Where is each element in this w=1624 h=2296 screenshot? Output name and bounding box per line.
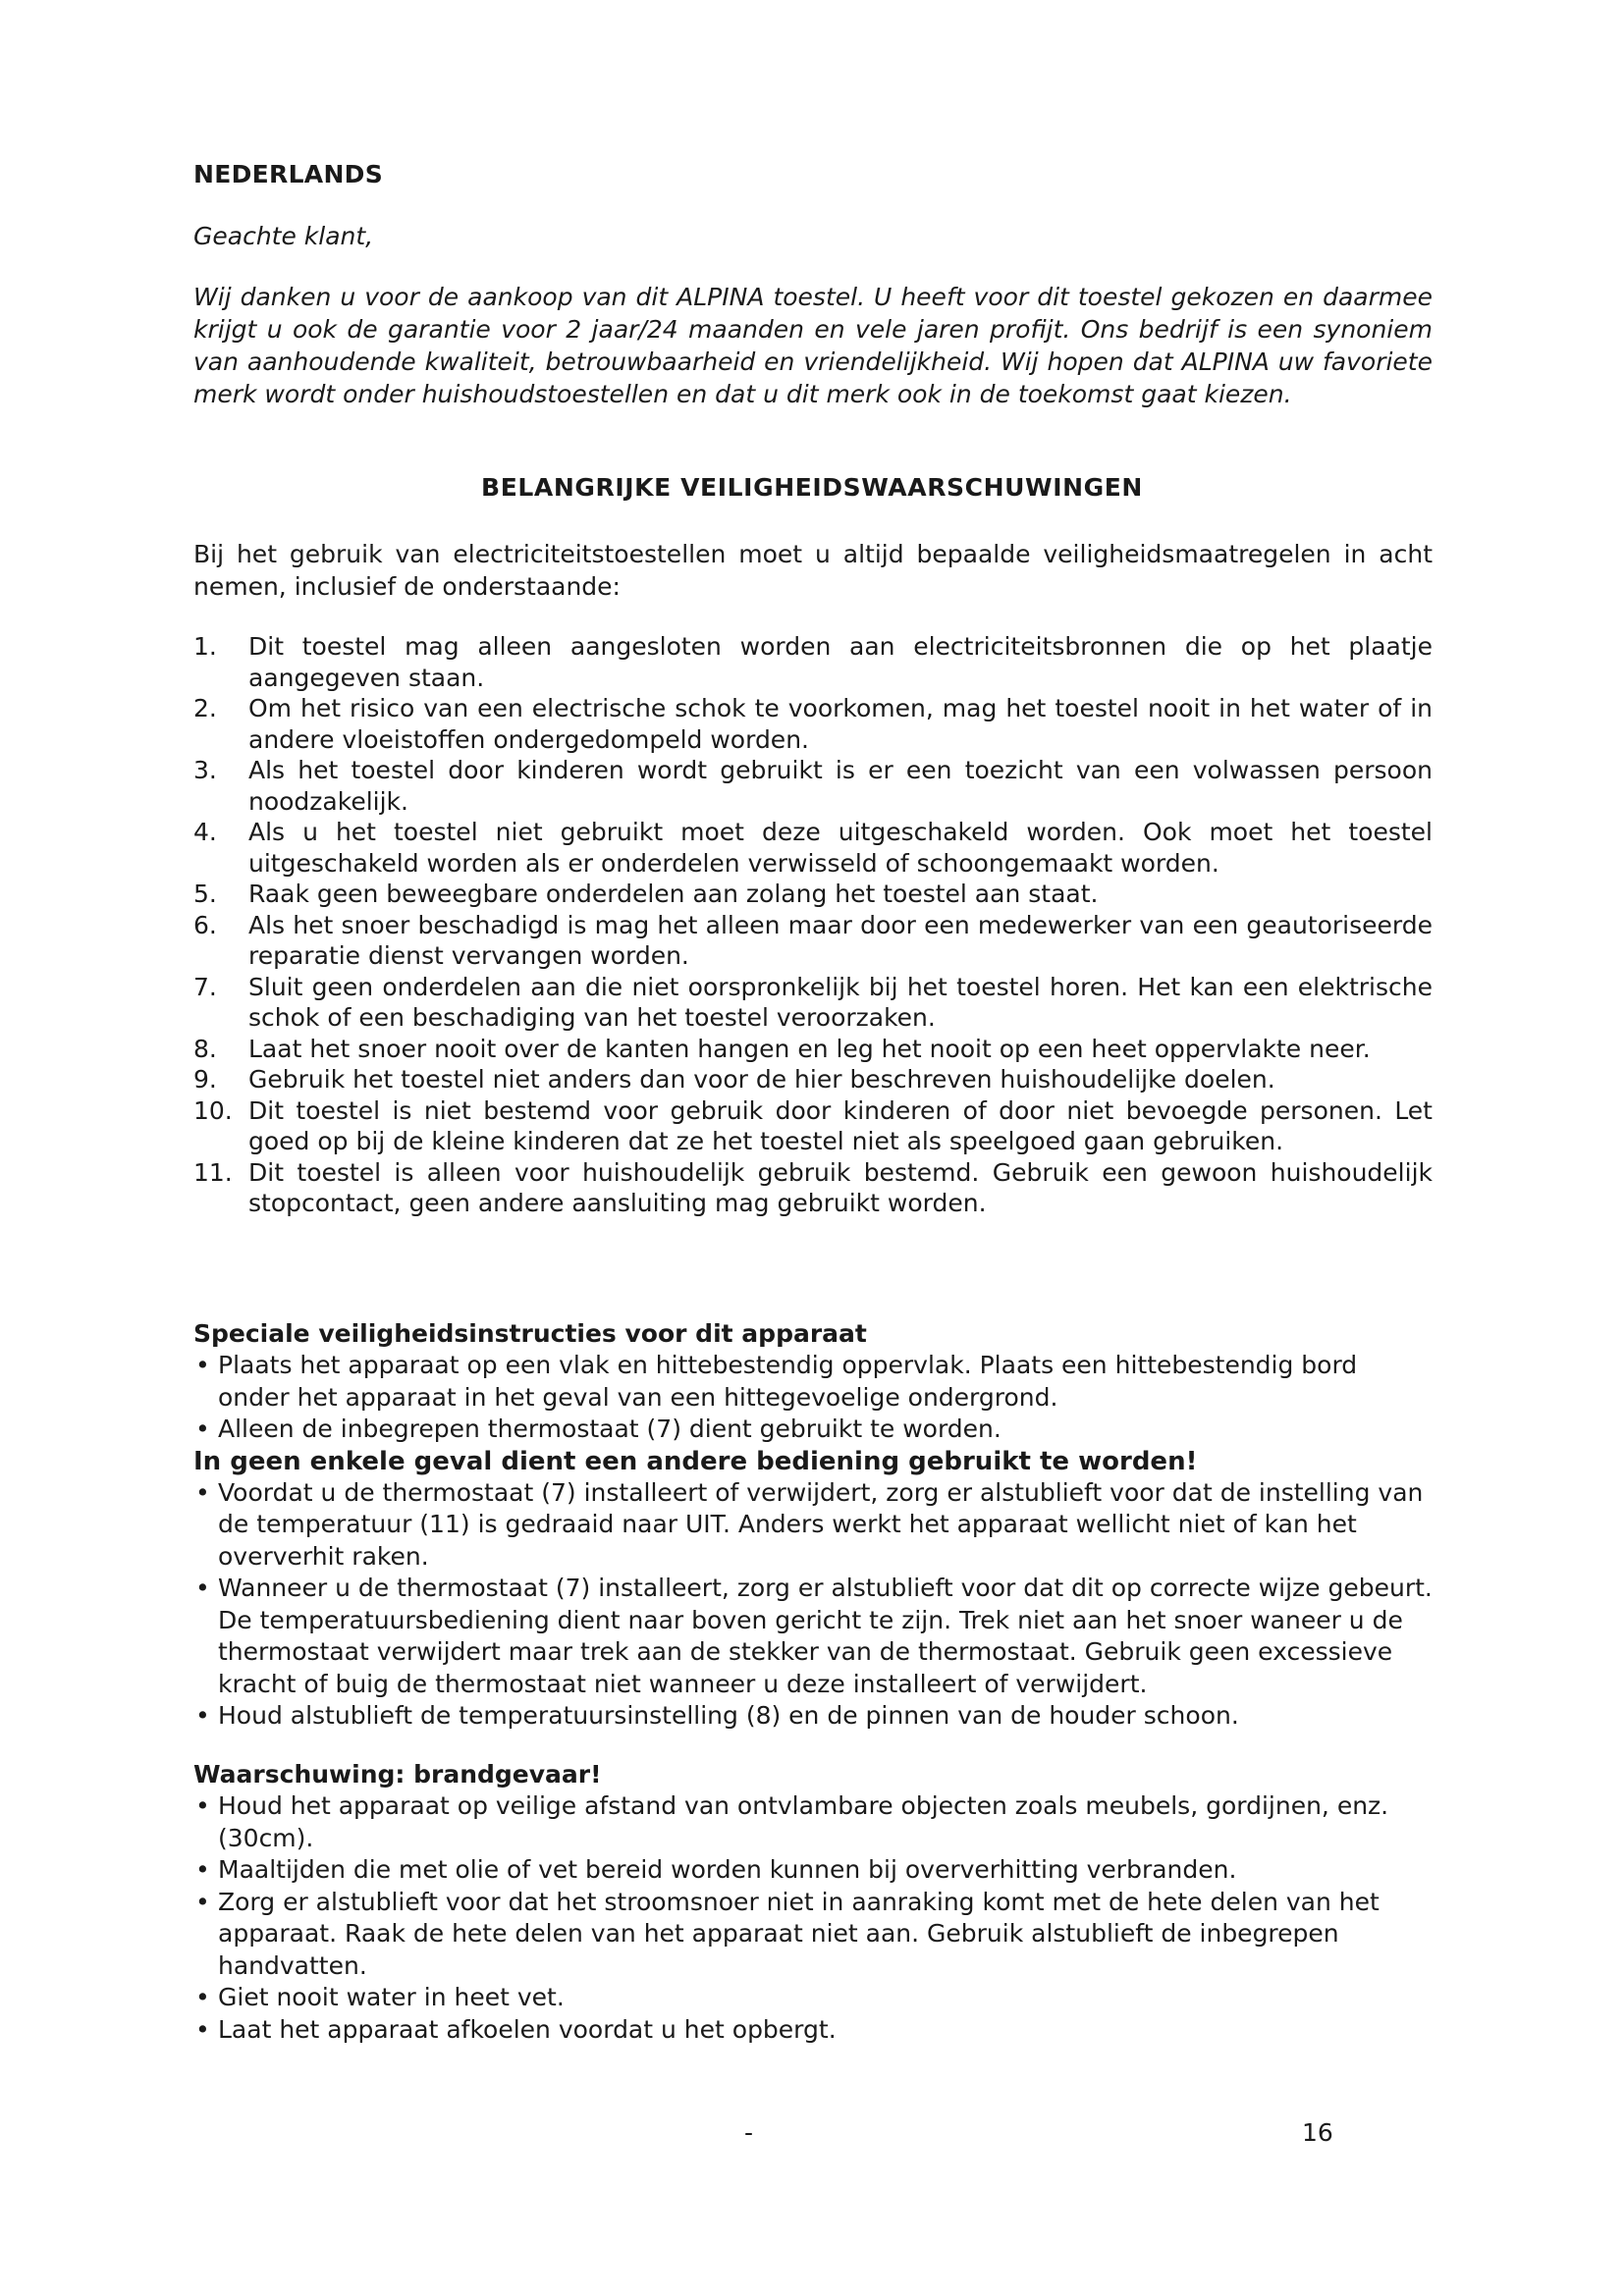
item-number: 1. bbox=[193, 632, 217, 661]
footer-separator: - bbox=[744, 2118, 754, 2147]
item-number: 10. bbox=[193, 1095, 233, 1125]
bullet-icon: • bbox=[195, 1887, 210, 1916]
safety-item bbox=[193, 693, 1433, 755]
list-item bbox=[193, 1350, 1433, 1414]
safety-item bbox=[193, 972, 1433, 1034]
bullet-text: Laat het apparaat afkoelen voordat u het opbergt. bbox=[218, 2014, 837, 2044]
safety-item bbox=[193, 755, 1433, 817]
item-number: 2. bbox=[193, 694, 217, 722]
bullet-icon: • bbox=[195, 1415, 210, 1443]
bullet-text: Giet nooit water in heet vet. bbox=[218, 1983, 565, 2011]
bullet-text: Houd alstublieft de temperatuursinstelling (8) en de pinnen van de houder schoon. bbox=[218, 1701, 1239, 1730]
bullet-icon: • bbox=[195, 1701, 210, 1730]
safety-item bbox=[193, 1095, 1433, 1157]
special-instructions-section bbox=[193, 1318, 1433, 1733]
salutation: Geachte klant, bbox=[193, 222, 374, 250]
fire-bullets bbox=[193, 1790, 1433, 2046]
item-text: Dit toestel is niet bestemd voor gebruik door kinderen of door niet bevoegde personen. Let goed op bij de kleine kinderen dat ze het toestel niet als speelgoed gaan gebruiken. bbox=[248, 1095, 1433, 1155]
item-text: Als u het toestel niet gebruikt moet deze uitgeschakeld worden. Ook moet het toestel uitgeschakeld worden als er onderdelen verwisseld of schoongemaakt worden. bbox=[248, 818, 1433, 878]
bullet-text: Houd het apparaat op veilige afstand van ontvlambare objecten zoals meubels, gordijnen, enz. (30cm). bbox=[218, 1791, 1389, 1852]
special-instructions-title: Speciale veiligheidsinstructies voor dit apparaat bbox=[193, 1319, 867, 1348]
bullet-text: Wanneer u de thermostaat (7) installeert, zorg er alstublieft voor dat dit op correcte wijze gebeurt. De temperatuursbediening dient naar boven gericht te zijn. Trek niet aan het snoer waneer u de thermostaat verwijdert maar trek aan de stekker van de thermostaat. Gebruik geen excessieve kracht of buig de thermostaat niet wanneer u deze installeert of verwijdert. bbox=[218, 1574, 1433, 1698]
item-number: 9. bbox=[193, 1065, 217, 1094]
safety-item bbox=[193, 1157, 1433, 1219]
bullet-icon: • bbox=[195, 2014, 210, 2044]
item-number: 7. bbox=[193, 972, 217, 1001]
special-bullets-a bbox=[193, 1350, 1433, 1446]
item-text: Als het toestel door kinderen wordt gebruikt is er een toezicht van een volwassen persoon noodzakelijk. bbox=[248, 756, 1433, 816]
bullet-icon: • bbox=[195, 1477, 210, 1507]
bullet-icon: • bbox=[195, 1791, 210, 1820]
list-item bbox=[193, 1790, 1433, 1854]
safety-item bbox=[193, 1064, 1433, 1095]
item-number: 6. bbox=[193, 910, 217, 939]
safety-item bbox=[193, 817, 1433, 879]
safety-item bbox=[193, 910, 1433, 972]
item-text: Dit toestel mag alleen aangesloten worden aan electriciteitsbronnen die op het plaatje aangegeven staan. bbox=[248, 632, 1433, 692]
list-item bbox=[193, 1982, 1433, 2014]
intro-paragraph: Wij danken u voor de aankoop van dit ALPINA toestel. U heeft voor dit toestel gekozen en daarmee krijgt u ook de garantie voor 2 jaar/24 maanden en vele jaren profijt. Ons bedrijf is een synoniem van aanhoudende kwaliteit, betrouwbaarheid en vriendelijkheid. Wij hopen dat ALPINA uw favoriete merk wordt onder huishoudstoestellen en dat u dit merk ook in de toekomst gaat kiezen. bbox=[193, 283, 1433, 408]
bullet-text: Voordat u de thermostaat (7) installeert of verwijdert, zorg er alstublieft voor dat de instelling van de temperatuur (11) is gedraaid naar UIT. Anders werkt het apparaat wellicht niet of kan het oververhit raken. bbox=[218, 1477, 1424, 1571]
list-item bbox=[193, 1854, 1433, 1887]
item-text: Om het risico van een electrische schok te voorkomen, mag het toestel nooit in het water of in andere vloeistoffen ondergedompeld worden. bbox=[248, 694, 1433, 754]
item-number: 5. bbox=[193, 880, 217, 908]
item-text: Als het snoer beschadigd is mag het alleen maar door een medewerker van een geautoriseerde reparatie dienst vervangen worden. bbox=[248, 910, 1433, 970]
bullet-text: Maaltijden die met olie of vet bereid worden kunnen bij oververhitting verbranden. bbox=[218, 1855, 1237, 1884]
item-text: Sluit geen onderdelen aan die niet oorspronkelijk bij het toestel horen. Het kan een elektrische schok of een beschadiging van het toestel veroorzaken. bbox=[248, 972, 1433, 1032]
list-item bbox=[193, 1573, 1433, 1700]
item-number: 3. bbox=[193, 756, 217, 784]
list-item bbox=[193, 2014, 1433, 2047]
bullet-icon: • bbox=[195, 1574, 210, 1602]
safety-lead-paragraph: Bij het gebruik van electriciteitstoestellen moet u altijd bepaalde veiligheidsmaatregelen in acht nemen, inclusief de onderstaande: bbox=[193, 540, 1433, 601]
list-item bbox=[193, 1477, 1433, 1574]
item-number: 11. bbox=[193, 1157, 233, 1187]
safety-item bbox=[193, 1034, 1433, 1065]
page-number: 16 bbox=[1302, 2118, 1333, 2147]
safety-item bbox=[193, 631, 1433, 693]
item-text: Raak geen beweegbare onderdelen aan zolang het toestel aan staat. bbox=[248, 880, 1099, 908]
bullet-text: Zorg er alstublieft voor dat het stroomsnoer niet in aanraking komt met de hete delen van het apparaat. Raak de hete delen van het apparaat niet aan. Gebruik alstublieft de inbegrepen handvatten. bbox=[218, 1887, 1380, 1980]
item-text: Dit toestel is alleen voor huishoudelijk gebruik bestemd. Gebruik een gewoon huishoudelijk stopcontact, geen andere aansluiting mag gebruikt worden. bbox=[248, 1157, 1433, 1217]
bullet-text: Plaats het apparaat op een vlak en hittebestendig oppervlak. Plaats een hittebestendig bord onder het apparaat in het geval van een hittegevoelige ondergrond. bbox=[218, 1351, 1358, 1412]
item-text: Gebruik het toestel niet anders dan voor de hier beschreven huishoudelijke doelen. bbox=[248, 1065, 1275, 1094]
list-item bbox=[193, 1414, 1433, 1446]
item-number: 4. bbox=[193, 818, 217, 846]
fire-warning-section bbox=[193, 1759, 1433, 2046]
special-bullets-b bbox=[193, 1477, 1433, 1733]
list-item bbox=[193, 1700, 1433, 1733]
bullet-icon: • bbox=[195, 1983, 210, 2011]
fire-warning-title: Waarschuwing: brandgevaar! bbox=[193, 1760, 602, 1789]
item-number: 8. bbox=[193, 1034, 217, 1063]
safety-warnings-title: BELANGRIJKE VEILIGHEIDSWAARSCHUWINGEN bbox=[481, 473, 1143, 502]
control-warning: In geen enkele geval dient een andere bediening gebruikt te worden! bbox=[193, 1446, 1198, 1476]
safety-item bbox=[193, 879, 1433, 910]
list-item bbox=[193, 1887, 1433, 1983]
bullet-text: Alleen de inbegrepen thermostaat (7) dient gebruikt te worden. bbox=[218, 1415, 1001, 1443]
safety-list bbox=[193, 631, 1433, 1219]
bullet-icon: • bbox=[195, 1351, 210, 1379]
bullet-icon: • bbox=[195, 1855, 210, 1884]
language-heading: NEDERLANDS bbox=[193, 160, 384, 188]
item-text: Laat het snoer nooit over de kanten hangen en leg het nooit op een heet oppervlakte neer. bbox=[248, 1034, 1371, 1063]
